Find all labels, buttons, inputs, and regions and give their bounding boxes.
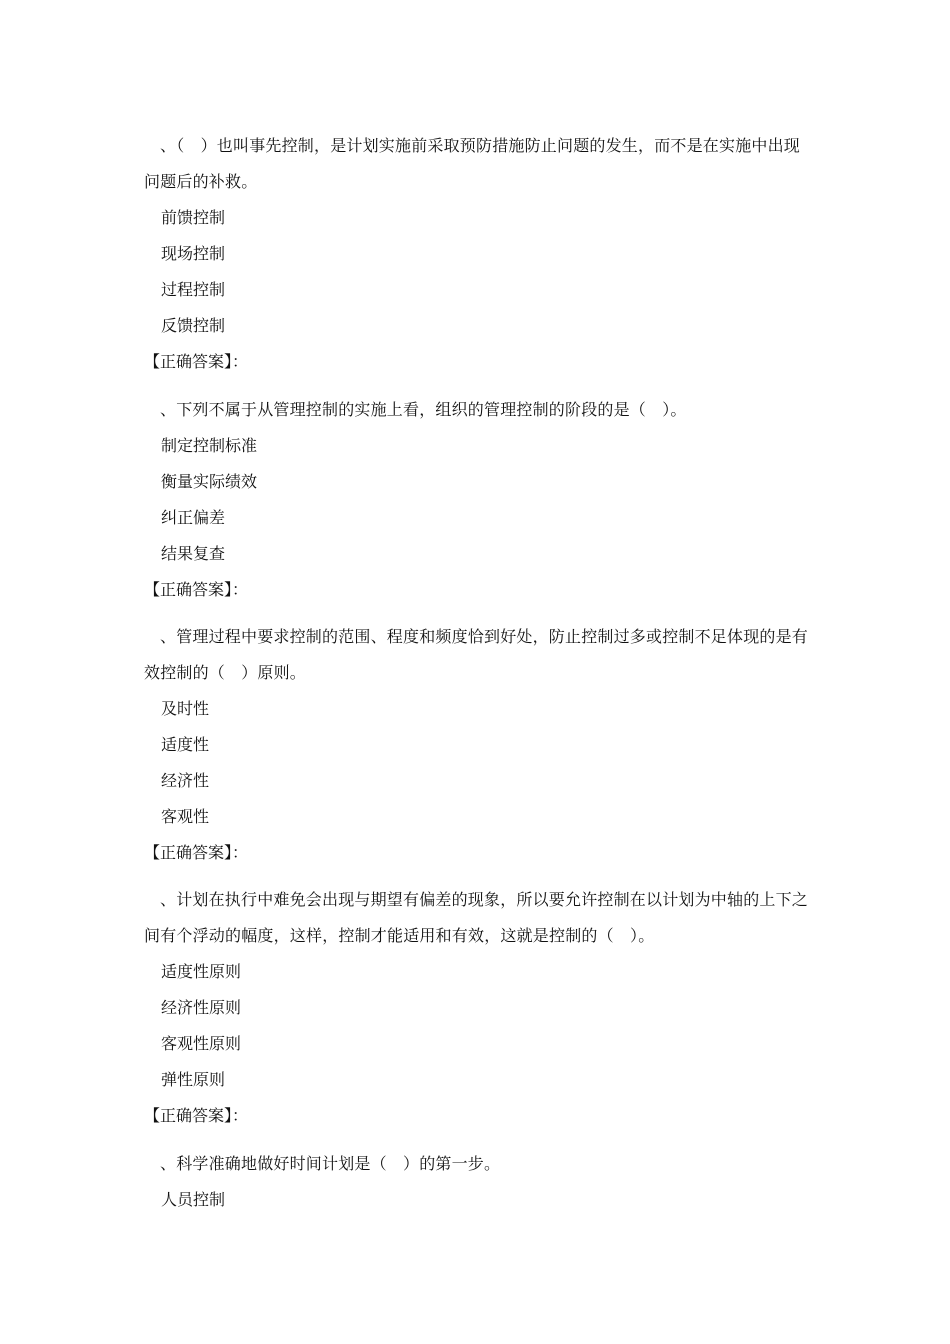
question-2 [144,392,816,608]
correct-answer-label: 【正确答案】： [144,352,249,371]
option-list [144,691,816,835]
option-b: 经济性原则 [161,998,242,1017]
question-3 [144,619,816,871]
option-c: 过程控制 [161,280,226,299]
option-c: 纠正偏差 [161,508,226,527]
question-5 [144,1146,816,1218]
question-text: 、管理过程中要求控制的范围、程度和频度恰到好处，防止控制过多或控制不足体现的是有效控制的（ ）原则。 [144,627,809,682]
option-c: 客观性原则 [161,1034,242,1053]
option-c: 经济性 [161,771,210,790]
option-d: 客观性 [161,807,210,826]
option-b: 衡量实际绩效 [161,472,258,491]
option-a: 前馈控制 [161,208,226,227]
option-list [144,200,816,344]
question-text: 、科学准确地做好时间计划是（ ）的第一步。 [160,1154,501,1173]
option-d: 结果复查 [161,544,226,563]
option-list [144,1182,816,1218]
option-list [144,428,816,572]
question-text: 、下列不属于从管理控制的实施上看，组织的管理控制的阶段的是（ ）。 [160,400,687,419]
correct-answer-label: 【正确答案】： [144,580,249,599]
correct-answer-label: 【正确答案】： [144,843,249,862]
correct-answer-label: 【正确答案】： [144,1106,249,1125]
option-d: 弹性原则 [161,1070,226,1089]
option-d: 反馈控制 [161,316,226,335]
option-list [144,954,816,1098]
option-b: 适度性 [161,735,210,754]
option-a: 人员控制 [161,1190,226,1209]
option-a: 适度性原则 [161,962,242,981]
question-1 [144,128,816,380]
option-b: 现场控制 [161,244,226,263]
question-text: 、（ ）也叫事先控制，是计划实施前采取预防措施防止问题的发生，而不是在实施中出现问题后的补救。 [144,136,801,191]
question-4 [144,882,816,1134]
option-a: 制定控制标准 [161,436,258,455]
option-a: 及时性 [161,699,210,718]
question-text: 、计划在执行中难免会出现与期望有偏差的现象，所以要允许控制在以计划为中轴的上下之间有个浮动的幅度，这样，控制才能适用和有效，这就是控制的（ ）。 [144,890,809,945]
